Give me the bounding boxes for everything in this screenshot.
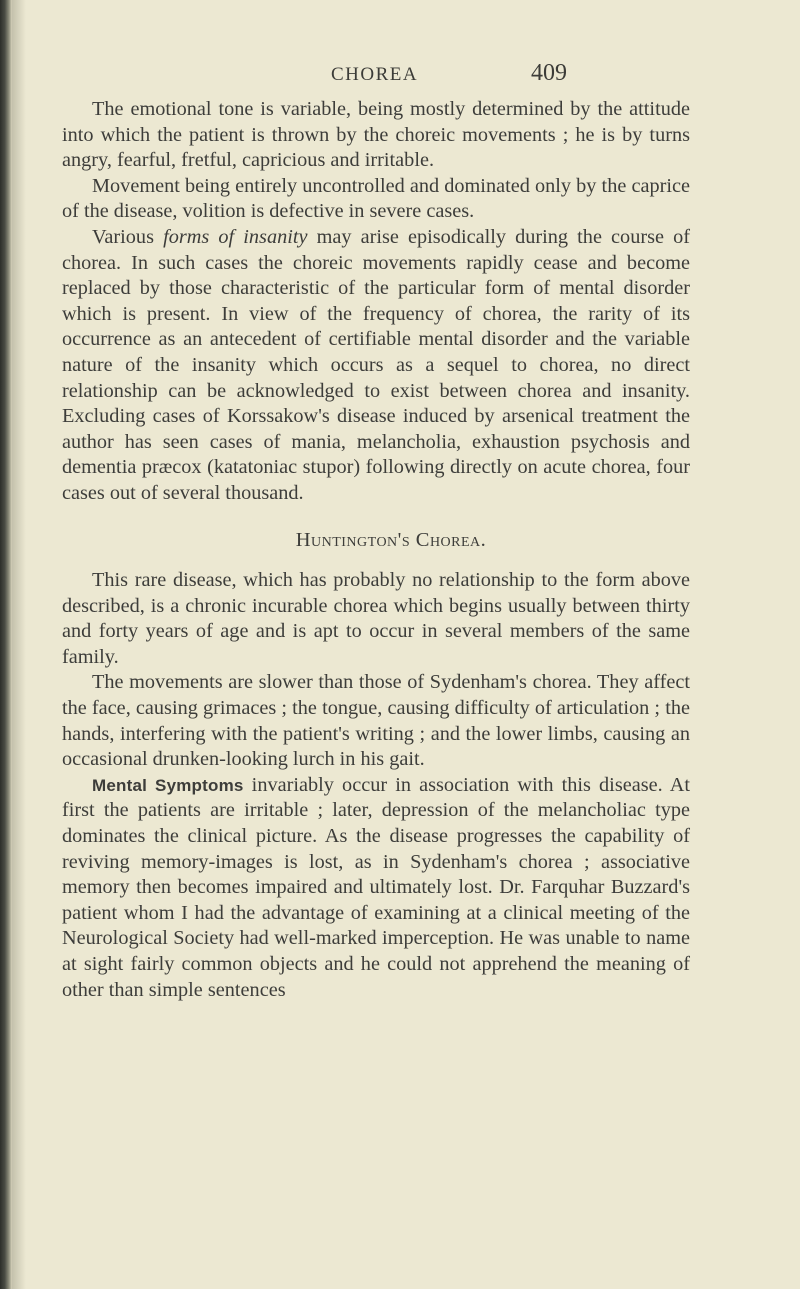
paragraph-lead-text: Various bbox=[92, 225, 164, 248]
section-heading: Huntington's Chorea. bbox=[295, 528, 487, 551]
paragraph-emotional-tone: The emotional tone is variable, being mostly determined by the attitude into which the patient is thrown by the choreic movements ; he is by turns angry, fearful, fretful, capricious and irritable. bbox=[62, 98, 690, 172]
paragraph-huntington-intro: This rare disease, which has probably no relationship to the form above described, is a chronic incurable chorea which begins usually between thirty and forty years of age and is apt to occur in several members of the same family. bbox=[62, 569, 690, 668]
spine-shadow bbox=[12, 0, 26, 1289]
paragraph-movements: The movements are slower than those of Sydenham's chorea. They affect the face, causing grimaces ; the tongue, causing difficulty of articulation ; the hands, interfering with the patient's writing ; and the lower limbs, causing an occasional drunken-looking lurch in his gait. bbox=[62, 671, 690, 771]
paragraph-forms-of-insanity bbox=[62, 225, 690, 507]
paragraph-mental-symptoms bbox=[62, 773, 690, 1003]
page-number: 409 bbox=[531, 60, 567, 86]
running-title: CHOREA bbox=[331, 64, 419, 85]
paragraph-body-text: invariably occur in association with this disease. At first the patients are irritable ; later, depression of the melancholiac type dominates the clinical picture. As the disease progresses the capability of reviving memory-images is lost, as in Sydenham's chorea ; associative memory then becomes impaired and ultimately lost. Dr. Farquhar Buzzard's patient whom I had the advantage of examining at a clinical meeting of the Neurological Society had well-marked imperception. He was unable to name at sight fairly common objects and he could not apprehend the meaning of other than simple sentences bbox=[62, 773, 690, 1001]
paragraph-volition: Movement being entirely uncontrolled and dominated only by the caprice of the disease, volition is defective in severe cases. bbox=[62, 174, 690, 223]
book-spine bbox=[0, 0, 12, 1289]
italic-term: forms of insanity bbox=[163, 225, 308, 248]
paragraph-body-text: may arise episodically during the course of chorea. In such cases the choreic movements rapidly cease and become replaced by those characteristic of the particular form of mental disorder which is present. In view of the frequency of chorea, the rarity of its occurrence as an antecedent of certifiable mental disorder and the variable nature of the insanity which occurs as a sequel to chorea, no direct relationship can be acknowledged to exist between chorea and insanity. Excluding cases of Korssakow's disease induced by arsenical treatment the author has seen cases of mania, melancholia, exhaustion psychosis and dementia præcox (katatoniac stupor) following directly on acute chorea, four cases out of several thousand. bbox=[62, 225, 690, 504]
page-header bbox=[0, 56, 800, 96]
runin-heading: Mental Symptoms bbox=[92, 775, 244, 795]
page-body bbox=[62, 97, 690, 1003]
